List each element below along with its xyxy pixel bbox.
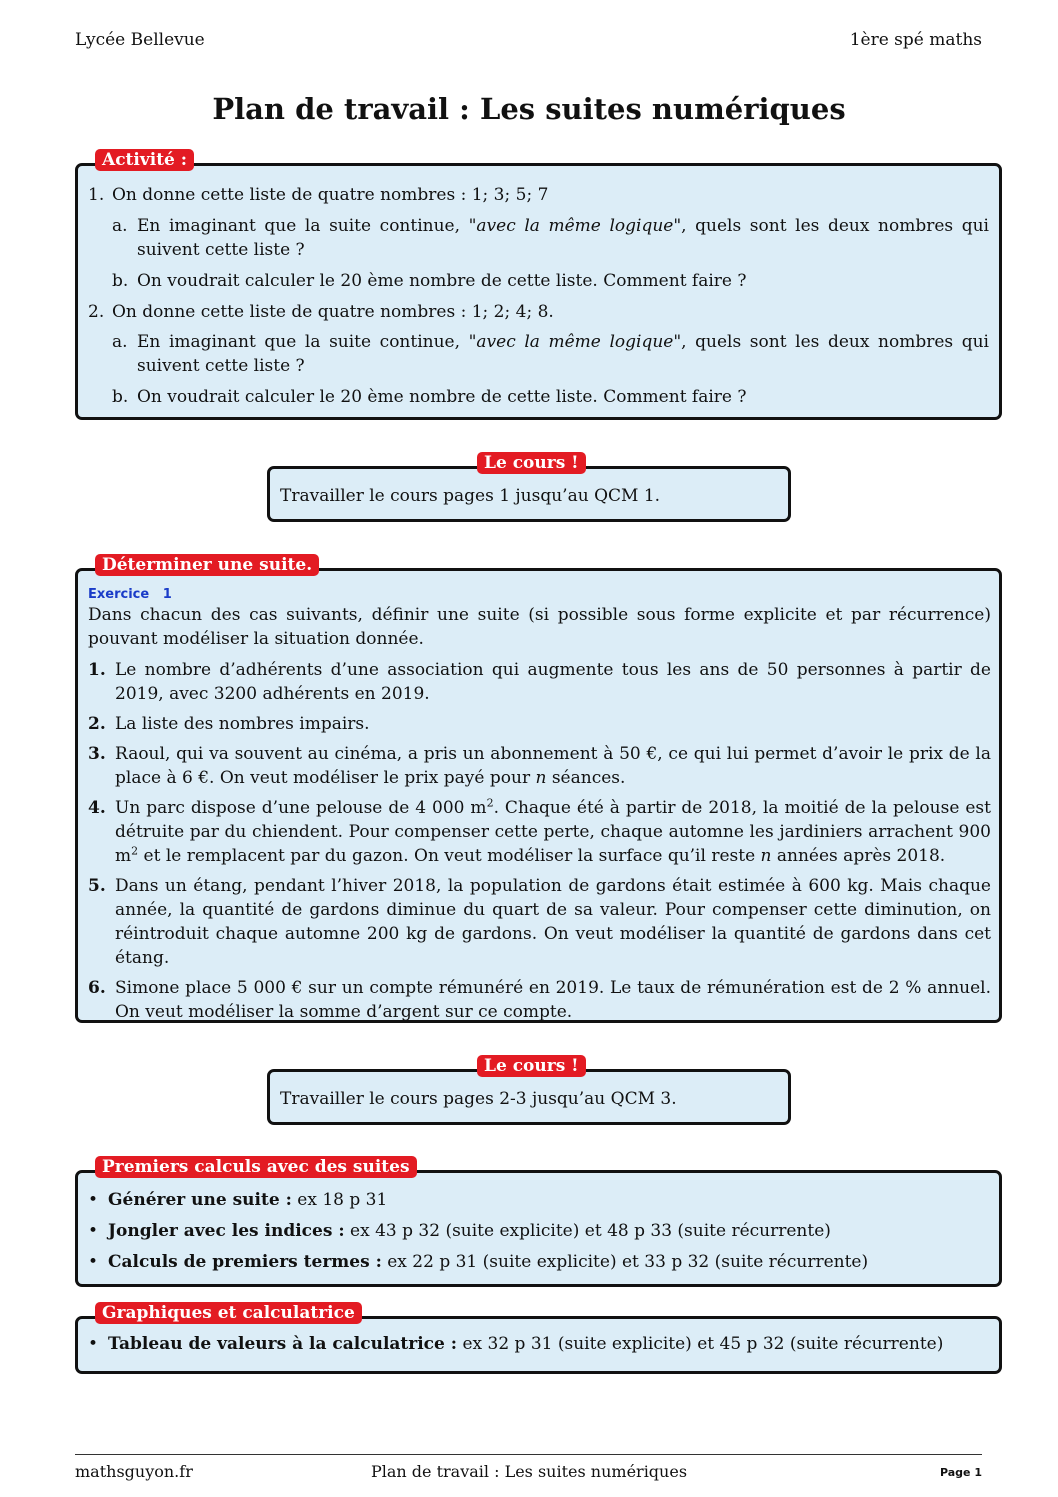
list-item: b. On voudrait calculer le 20 ème nombre de cette liste. Comment faire ? [112, 271, 747, 291]
list-item: • Tableau de valeurs à la calculatrice : ex 32 p 31 (suite explicite) et 45 p 32 (suite récurrente) [88, 1334, 944, 1354]
bullet-icon: • [88, 1221, 99, 1241]
premiers-tag: Premiers calculs avec des suites [95, 1156, 417, 1178]
list-item: a. En imaginant que la suite continue, "avec la même logique", quels sont les deux nombres qui suivent cette liste ? [112, 332, 989, 376]
cours-tag-1: Le cours ! [477, 452, 586, 474]
footer-site: mathsguyon.fr [75, 1462, 193, 1481]
list-item: • Générer une suite : ex 18 p 31 [88, 1190, 388, 1210]
list-item: 2. On donne cette liste de quatre nombres : 1; 2; 4; 8. [88, 302, 554, 322]
list-item: • Calculs de premiers termes : ex 22 p 31 (suite explicite) et 33 p 32 (suite récurrente) [88, 1252, 869, 1272]
list-item: • Jongler avec les indices : ex 43 p 32 (suite explicite) et 48 p 33 (suite récurrente) [88, 1221, 831, 1241]
bullet-icon: • [88, 1190, 99, 1210]
footer-divider [75, 1454, 982, 1455]
list-item: a. En imaginant que la suite continue, "avec la même logique", quels sont les deux nombres qui suivent cette liste ? [112, 216, 989, 260]
cours-box-1 [267, 453, 791, 522]
list-item: 3. Raoul, qui va souvent au cinéma, a pris un abonnement à 50 €, ce qui lui permet d’avoir le prix de la place à 6 €. On veut modéliser le prix payé pour n séances. [88, 744, 991, 788]
activite-box [75, 150, 1002, 420]
page-number: Page 1 [939, 1466, 982, 1479]
list-item: 4. Un parc dispose d’une pelouse de 4 000 $m^2$. Chaque été à partir de 2018, la moitié de la pelouse est détruite par du chiendent. Pour compenser cette perte, chaque automne les jardiniers arrachent 900 $m^2$ et le remplacent par du gazon. On veut modéliser la surface qu’il reste n années après 2018. [88, 796, 991, 866]
exercise-label: Exercice 1 [88, 587, 172, 602]
bullet-icon: • [88, 1334, 99, 1354]
list-item: 6. Simone place 5 000 € sur un compte rémunéré en 2019. Le taux de rémunération est de 2 % annuel. On veut modéliser la somme d’argent sur ce compte. [88, 978, 991, 1022]
list-item: 5. Dans un étang, pendant l’hiver 2018, la population de gardons était estimée à 600 kg. Mais chaque année, la quantité de gardons diminue du quart de sa valeur. Pour compenser cette diminution, on réintroduit chaque automne 200 kg de gardons. On veut modéliser la quantité de gardons dans cet étang. [88, 876, 991, 968]
list-item: 1. On donne cette liste de quatre nombres : 1; 3; 5; 7 [88, 185, 549, 205]
cours-text-2: Travailler le cours pages 2-3 jusqu’au QCM 3. [280, 1089, 677, 1109]
cours-text-1: Travailler le cours pages 1 jusqu’au QCM 1. [280, 486, 661, 506]
exercise-intro: Dans chacun des cas suivants, définir une suite (si possible sous forme explicite et par récurrence) pouvant modéliser la situation donnée. [88, 605, 991, 649]
determiner-box [75, 555, 1002, 1023]
header-class: 1ère spé maths [849, 30, 982, 50]
list-item: b. On voudrait calculer le 20 ème nombre de cette liste. Comment faire ? [112, 387, 747, 407]
determiner-tag: Déterminer une suite. [95, 554, 319, 576]
premiers-box [75, 1157, 1002, 1287]
graphiques-tag: Graphiques et calculatrice [95, 1302, 362, 1324]
page-title: Plan de travail : Les suites numériques [212, 92, 846, 126]
activite-tag: Activité : [95, 149, 194, 171]
cours-tag-2: Le cours ! [477, 1055, 586, 1077]
bullet-icon: • [88, 1252, 99, 1272]
cours-box-2 [267, 1056, 791, 1125]
graphiques-box [75, 1303, 1002, 1374]
header-school: Lycée Bellevue [75, 30, 205, 50]
list-item: 1. Le nombre d’adhérents d’une association qui augmente tous les ans de 50 personnes à partir de 2019, avec 3200 adhérents en 2019. [88, 660, 991, 704]
list-item: 2. La liste des nombres impairs. [88, 714, 370, 734]
footer-title: Plan de travail : Les suites numériques [370, 1462, 688, 1481]
